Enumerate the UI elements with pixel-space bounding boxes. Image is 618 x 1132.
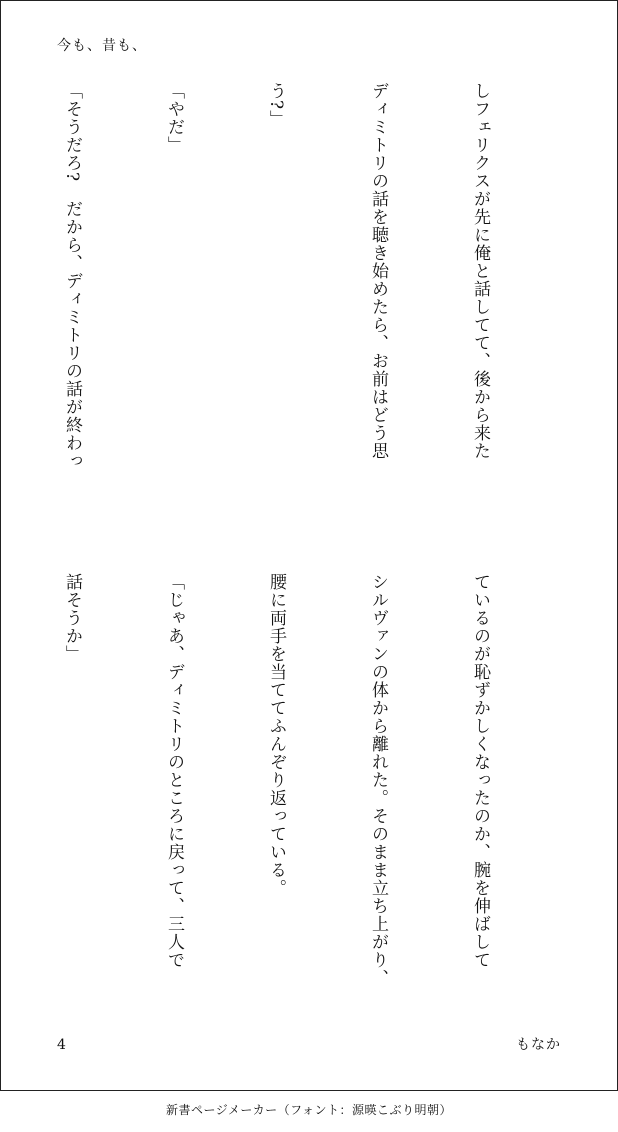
page-number: 4 <box>57 1037 66 1053</box>
text-line: 「やだ」 <box>164 82 184 154</box>
text-line: シルヴァンの体から離れた。そのまま立ち上がり、 <box>368 573 388 987</box>
text-line: う?」 <box>266 82 286 129</box>
text-line: 「じゃあ、ディミトリのところに戻って、三人で <box>164 573 184 969</box>
lower-text-block <box>55 573 565 1015</box>
text-line: 話そうか」 <box>62 573 82 663</box>
upper-text-block <box>55 82 565 524</box>
text-line: しフェリクスが先に俺と話してて、後から来た <box>470 82 490 460</box>
running-title: 今も、昔も、 <box>57 38 147 54</box>
generator-credit: 新書ページメーカー（フォント：源暎こぶり明朝） <box>165 1103 453 1117</box>
text-line: ディミトリの話を聴き始めたら、お前はどう思 <box>368 82 388 460</box>
text-line: 「そうだろ? だから、ディミトリの話が終わっ <box>62 82 82 471</box>
text-line: 腰に両手を当ててふんぞり返っている。 <box>266 573 286 897</box>
book-title: もなか <box>516 1037 561 1053</box>
text-line: ているのが恥ずかしくなったのか、腕を伸ばして <box>470 573 490 969</box>
